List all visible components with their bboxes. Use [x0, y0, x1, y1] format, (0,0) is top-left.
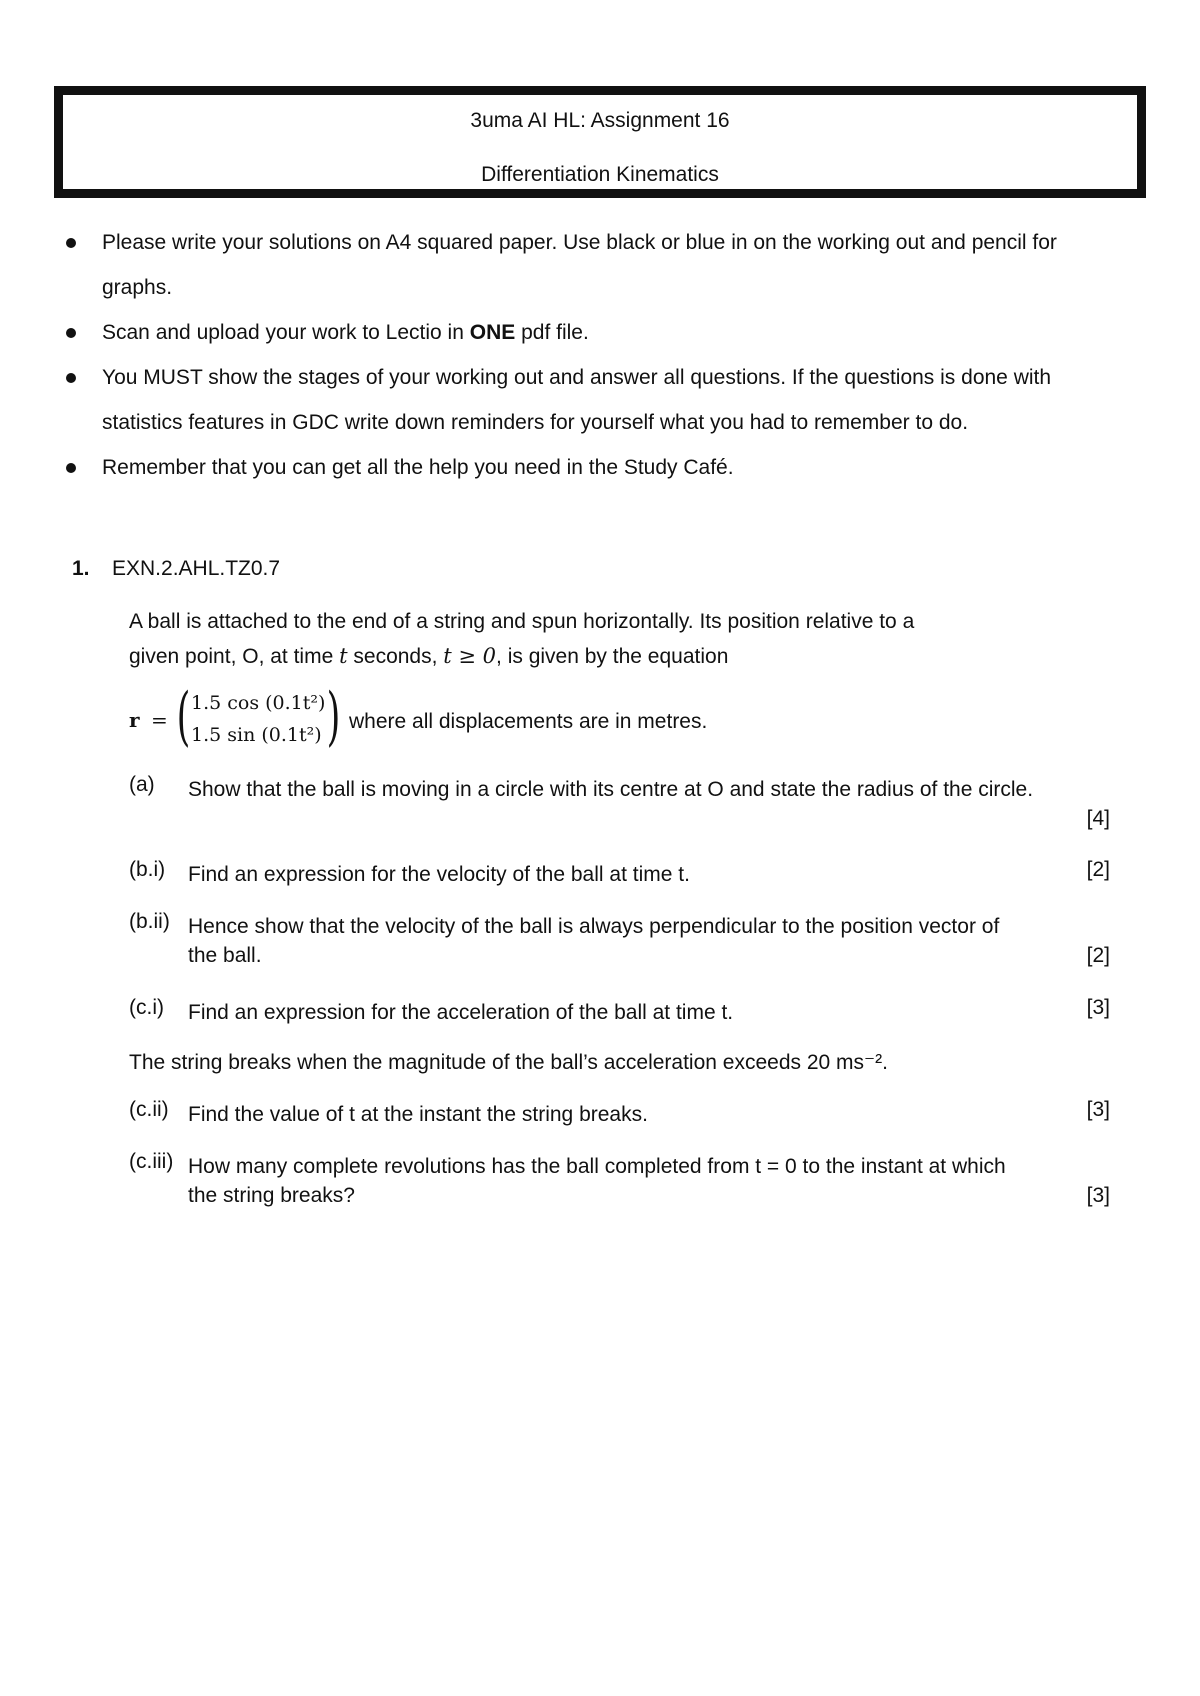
left-paren-icon: ( — [176, 680, 191, 754]
part-text: Show that the ball is moving in a circle with its centre at O and state the radius of the circle. — [188, 778, 1034, 801]
string-break-note: The string breaks when the magnitude of the ball’s acceleration exceeds 20 ms⁻². — [129, 1051, 888, 1074]
part-b-i-marks: [2] — [1086, 858, 1110, 881]
question-number: 1. — [72, 557, 90, 580]
part-text: Find an expression for the acceleration of the ball at time t. — [188, 1001, 734, 1024]
part-label: (b.i) — [129, 858, 166, 881]
part-text: Find an expression for the velocity of the ball at time t. — [188, 863, 690, 886]
instruction-item: Please write your solutions on A4 squared paper. Use black or blue in on the working out and pencil for graphs. — [62, 220, 1142, 310]
right-paren-icon: ) — [326, 680, 341, 754]
assignment-header-box — [54, 86, 1146, 198]
assignment-title: 3uma AI HL: Assignment 16 — [470, 109, 730, 132]
vector-bottom-component: 1.5 sin (0.1t²) — [191, 724, 322, 746]
instruction-item: You MUST show the stages of your working out and answer all questions. If the questions is done with statistics features in GDC write down reminders for yourself what you had to remember to do. — [62, 355, 1142, 445]
part-c-i-marks: [3] — [1086, 996, 1110, 1019]
part-label: (c.i) — [129, 996, 164, 1019]
bullet-icon — [66, 328, 76, 338]
part-c-iii-marks: [3] — [1086, 1184, 1110, 1207]
question-intro-line2: given point, O, at time t seconds, t ≥ 0, is given by the equation — [129, 644, 729, 668]
part-text-continued: the ball. — [188, 944, 262, 967]
bullet-icon — [66, 463, 76, 473]
question-intro-line1: A ball is attached to the end of a string and spun horizontally. Its position relative to a — [129, 610, 915, 633]
part-text-continued: the string breaks? — [188, 1184, 355, 1207]
part-label: (a) — [129, 773, 155, 796]
assignment-subtitle: Differentiation Kinematics — [481, 163, 719, 186]
bullet-icon — [66, 238, 76, 248]
vector-r-symbol: r — [129, 708, 140, 732]
part-b-ii-marks: [2] — [1086, 944, 1110, 967]
instruction-item: Scan and upload your work to Lectio in ONE pdf file. — [62, 310, 1142, 355]
vector-top-component: 1.5 cos (0.1t²) — [191, 692, 326, 714]
vector-description: where all displacements are in metres. — [349, 710, 708, 733]
part-text: How many complete revolutions has the ball completed from t = 0 to the instant at which — [188, 1155, 1006, 1178]
bullet-icon — [66, 373, 76, 383]
part-label: (b.ii) — [129, 910, 170, 933]
part-label: (c.ii) — [129, 1098, 169, 1121]
question-code: EXN.2.AHL.TZ0.7 — [112, 557, 281, 580]
part-label: (c.iii) — [129, 1150, 174, 1173]
instruction-item: Remember that you can get all the help you need in the Study Café. — [62, 445, 1142, 490]
part-text: Hence show that the velocity of the ball is always perpendicular to the position vector of — [188, 915, 1000, 938]
equals-sign: = — [151, 708, 168, 732]
instructions-list — [62, 220, 1142, 490]
part-a-marks: [4] — [1086, 807, 1110, 830]
part-c-ii-marks: [3] — [1086, 1098, 1110, 1121]
part-text: Find the value of t at the instant the string breaks. — [188, 1103, 648, 1126]
